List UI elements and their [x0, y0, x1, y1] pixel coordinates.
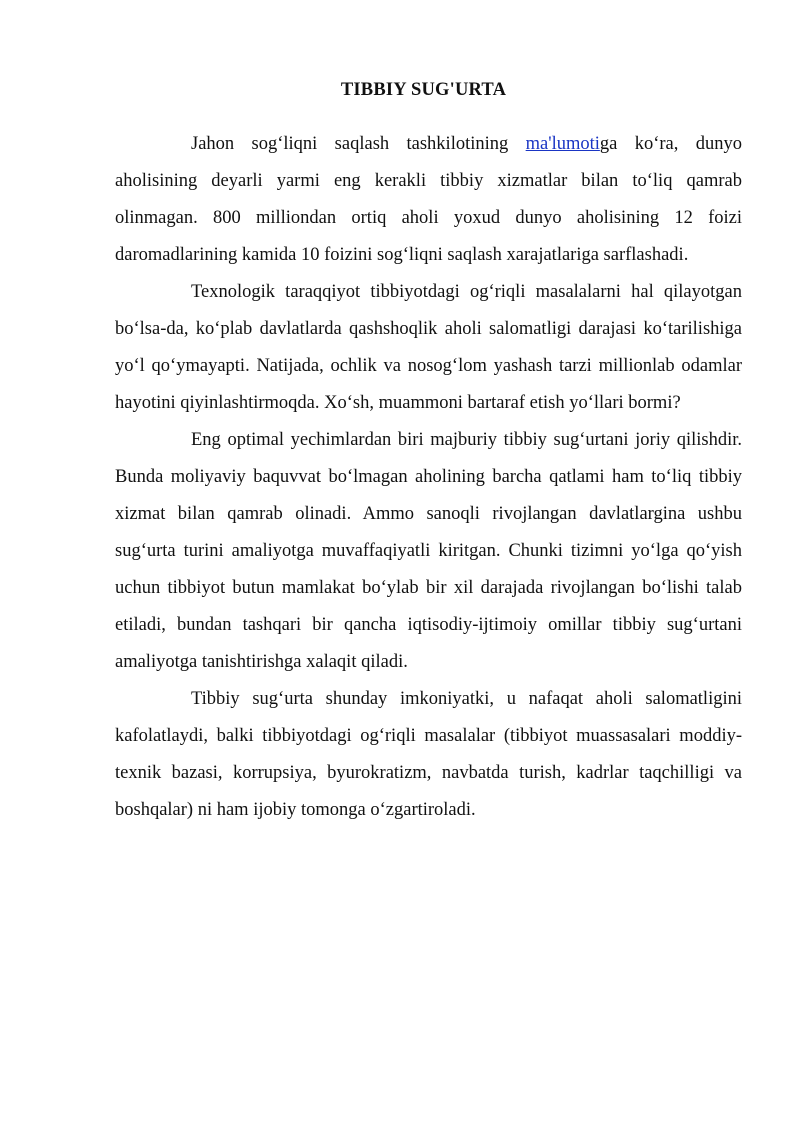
paragraph-4: Tibbiy sug‘urta shunday imkoniyatki, u nafaqat aholi salomatligini kafolatlaydi, balki tibbiyotdagi og‘riqli masalalar (tibbiyot muassasalari moddiy-texnik bazasi, korrupsiya, byurokratizm, navbatda turish, kadrlar taqchilligi va boshqalar) ni ham ijobiy tomonga o‘zgartiroladi. [115, 689, 742, 820]
paragraph-3: Eng optimal yechimlardan biri majburiy tibbiy sug‘urtani joriy qilishdir. Bunda moliyaviy baquvvat bo‘lmagan aholining barcha qatlami ham to‘liq tibbiy xizmat bilan qamrab olinadi. Ammo sanoqli rivojlangan davlatlargina ushbu sug‘urta turini amaliyotga muvaffaqiyatli kiritgan. Chunki tizimni yo‘lga qo‘yish uchun tibbiyot butun mamlakat bo‘ylab bir xil darajada rivojlangan bo‘lishi talab etiladi, bundan tashqari bir qancha iqtisodiy-ijtimoiy omillar tibbiy sug‘urtani amaliyotga tanishtirishga xalaqit qiladi. [115, 430, 742, 672]
paragraph-1 [115, 126, 742, 274]
document-title: TIBBIY SUG'URTA [340, 80, 507, 100]
malumoti-link[interactable]: ma'lumoti [525, 134, 600, 154]
paragraph-1-text-end: ga ko‘ra, dunyo aholisining deyarli yarmi eng kerakli tibbiy xizmatlar bilan to‘liq qamrab olinmagan. 800 milliondan ortiq aholi yoxud dunyo aholisining 12 foizi daromadlarining kamida 10 foizini sog‘liqni saqlash xarajatlariga sarflashadi. [115, 134, 742, 265]
paragraph-2: Texnologik taraqqiyot tibbiyotdagi og‘riqli masalalarni hal qilayotgan bo‘lsa-da, ko‘plab davlatlarda qashshoqlik aholi salomatligi darajasi ko‘tarilishiga yo‘l qo‘ymayapti. Natijada, ochlik va nosog‘lom yashash tarzi millionlab odamlar hayotini qiyinlashtirmoqda. Xo‘sh, muammoni bartaraf etish yo‘llari bormi? [115, 282, 742, 413]
paragraph-1-text-start: Jahon sog‘liqni saqlash tashkilotining [191, 134, 526, 154]
